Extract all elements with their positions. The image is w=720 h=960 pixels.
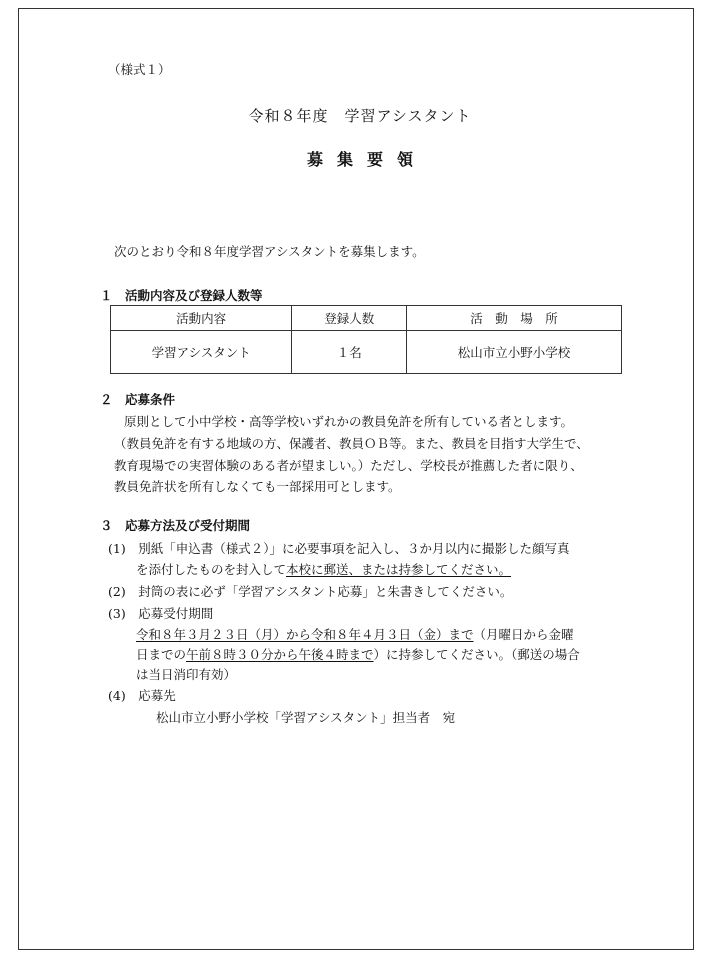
table-cell: １名	[292, 331, 407, 374]
section2-heading: ２ 応募条件	[100, 392, 176, 407]
form-number: （様式１）	[108, 62, 171, 77]
section3-item4-line: (4) 応募先	[108, 688, 176, 703]
section2-line: 教員免許状を所有しなくても一部採用可とします。	[114, 479, 401, 494]
section3-item1-line	[136, 562, 511, 578]
table-header-row	[111, 306, 622, 331]
section3-heading: ３ 応募方法及び受付期間	[100, 518, 251, 533]
section2-line: 教育現場での実習体験のある者が望ましい。）ただし、学校長が推薦した者に限り、	[114, 458, 583, 473]
item1-text: を添付したものを封入して	[136, 562, 287, 577]
section3-item3-hours	[136, 647, 580, 663]
table-cell: 学習アシスタント	[111, 331, 292, 374]
period-dates: 令和８年３月２３日（月）から令和８年４月３日（金）まで	[136, 627, 474, 642]
section2-line: 原則として小中学校・高等学校いずれかの教員免許を所有している者とします。	[124, 414, 574, 429]
document-subtitle: 募集要領	[306, 150, 427, 169]
table-header: 活 動 場 所	[407, 306, 622, 331]
section3-item2-line: (2) 封筒の表に必ず「学習アシスタント応募」と朱書きしてください。	[108, 584, 513, 599]
section3-item3-line: (3) 応募受付期間	[108, 606, 214, 621]
hours-underlined: 午前８時３０分から午後４時まで	[186, 647, 374, 662]
section3-item4-recipient: 松山市立小野小学校「学習アシスタント」担当者 宛	[156, 710, 456, 725]
section3-item3-period	[136, 627, 574, 643]
section1-heading: １ 活動内容及び登録人数等	[100, 288, 263, 303]
table-cell: 松山市立小野小学校	[407, 331, 622, 374]
period-text: （月曜日から金曜	[473, 627, 574, 642]
hours-text-after: ）に持参してください。（郵送の場合	[373, 647, 580, 662]
activity-table	[110, 305, 622, 374]
section3-item1-line: (1) 別紙「申込書（様式２）」に必要事項を記入し、３か月以内に撮影した顔写真	[108, 541, 570, 556]
document-title: 令和８年度 学習アシスタント	[248, 107, 472, 125]
table-header: 活動内容	[111, 306, 292, 331]
intro-text: 次のとおり令和８年度学習アシスタントを募集します。	[114, 244, 425, 259]
hours-text: 日までの	[136, 647, 187, 662]
table-header: 登録人数	[292, 306, 407, 331]
table-row	[111, 331, 622, 374]
section3-item3-note: は当日消印有効）	[136, 667, 237, 682]
item1-underlined-text: 本校に郵送、または持参してください。	[286, 562, 512, 577]
section2-line: （教員免許を有する地域の方、保護者、教員ＯＢ等。また、教員を目指す大学生で、	[114, 436, 589, 451]
